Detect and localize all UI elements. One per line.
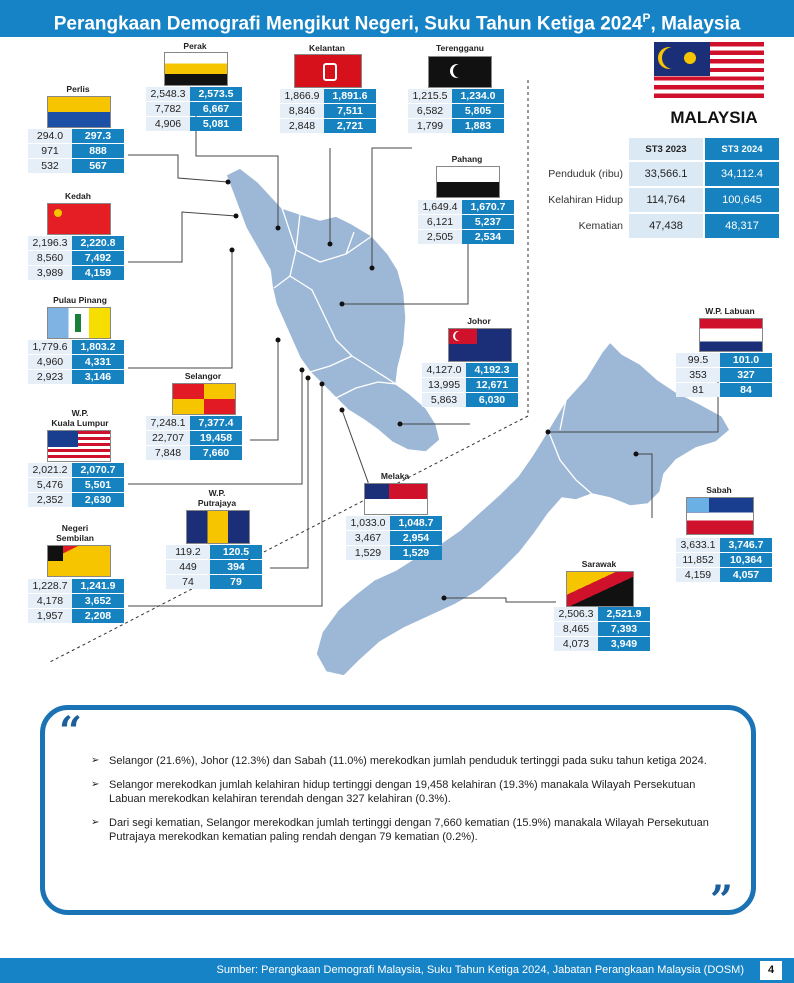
- value-2024: 4,159: [72, 266, 124, 280]
- stat-row: [280, 119, 376, 133]
- value-2024: 3,746.7: [720, 538, 772, 552]
- highlights-box: [40, 705, 756, 924]
- value-2024: 7,660: [190, 446, 242, 460]
- value-2023: 4,178: [28, 594, 72, 608]
- labuan-name: W.P. Labuan: [705, 306, 755, 316]
- malaysia-row-label: Kelahiran Hidup: [548, 194, 623, 206]
- value-2024: 101.0: [720, 353, 772, 367]
- value-2023: 971: [28, 144, 72, 158]
- sarawak-flag: [566, 571, 634, 607]
- pahang-stats: [418, 199, 514, 245]
- stat-row: [554, 607, 650, 621]
- value-2024: 5,237: [462, 215, 514, 229]
- putrajaya-name: W.P. Putrajaya: [197, 488, 237, 508]
- value-2024: 3,146: [72, 370, 124, 384]
- stat-row: [418, 230, 514, 244]
- value-2023: 1,033.0: [346, 516, 390, 530]
- value-2023: 2,848: [280, 119, 324, 133]
- value-2023: 13,995: [422, 378, 466, 392]
- value-2024: 4,192.3: [466, 363, 518, 377]
- stat-row: [28, 355, 124, 369]
- labuan-stats: [676, 352, 772, 398]
- value-2024: 5,805: [452, 104, 504, 118]
- malaysia-flag: [654, 42, 764, 102]
- malaysia-row-label: Kematian: [578, 220, 623, 232]
- stat-row: [146, 431, 242, 445]
- stat-row: [28, 251, 124, 265]
- stat-row: [676, 553, 772, 567]
- stat-row: [280, 89, 376, 103]
- melaka-flag: [364, 483, 428, 515]
- value-2024: 1,529: [390, 546, 442, 560]
- stat-row: [166, 560, 262, 574]
- value-2023: 1,799: [408, 119, 452, 133]
- value-2024: 12,671: [466, 378, 518, 392]
- value-2024: 3,652: [72, 594, 124, 608]
- value-2023: 6,582: [408, 104, 452, 118]
- sarawak-stats: [554, 606, 650, 652]
- value-2024: 1,803.2: [72, 340, 124, 354]
- value-2024: 120.5: [210, 545, 262, 559]
- kl-stats: [28, 462, 124, 508]
- value-2023: 8,465: [554, 622, 598, 636]
- value-2024: 2,534: [462, 230, 514, 244]
- value-2024: 2,630: [72, 493, 124, 507]
- value-2024: 7,377.4: [190, 416, 242, 430]
- stat-row: [146, 416, 242, 430]
- value-2024: 394: [210, 560, 262, 574]
- value-2023: 2,548.3: [146, 87, 190, 101]
- stat-row: [28, 579, 124, 593]
- ns-stats: [28, 578, 124, 624]
- perlis-flag: [47, 96, 111, 128]
- value-2023: 5,476: [28, 478, 72, 492]
- value-2023: 1,649.4: [418, 200, 462, 214]
- value-2023: 4,127.0: [422, 363, 466, 377]
- source-note: Sumber: Perangkaan Demografi Malaysia, Suku Tahun Ketiga 2024, Jabatan Perangkaan Malaysia (DOSM): [216, 964, 744, 976]
- value-2023: 4,960: [28, 355, 72, 369]
- stat-row: [146, 102, 242, 116]
- melaka-stats: [346, 515, 442, 561]
- pinang-stats: [28, 339, 124, 385]
- putrajaya-stats: [166, 544, 262, 590]
- stat-row: [28, 144, 124, 158]
- value-2023: 4,073: [554, 637, 598, 651]
- stat-row: [408, 89, 504, 103]
- value-2023: 11,852: [676, 553, 720, 567]
- footer-bar: [0, 958, 794, 983]
- johor-name: Johor: [467, 316, 491, 326]
- value-2024: 2,721: [324, 119, 376, 133]
- value-2024: 327: [720, 368, 772, 382]
- kelantan-name: Kelantan: [309, 43, 345, 53]
- kedah-stats: [28, 235, 124, 281]
- malaysia-value-2023: 33,566.1: [629, 162, 703, 186]
- value-2024: 7,511: [324, 104, 376, 118]
- stat-row: [28, 340, 124, 354]
- stat-row: [422, 378, 518, 392]
- terengganu-stats: [408, 88, 504, 134]
- stat-row: [166, 545, 262, 559]
- stat-row: [554, 637, 650, 651]
- stat-row: [28, 159, 124, 173]
- value-2023: 8,560: [28, 251, 72, 265]
- value-2024: 4,057: [720, 568, 772, 582]
- close-quote-icon: ”: [709, 877, 733, 924]
- value-2024: 5,081: [190, 117, 242, 131]
- sarawak-name: Sarawak: [581, 559, 617, 569]
- value-2024: 10,364: [720, 553, 772, 567]
- malaysia-summary-table: [540, 136, 781, 240]
- stat-row: [28, 129, 124, 143]
- value-2023: 1,957: [28, 609, 72, 623]
- value-2023: 119.2: [166, 545, 210, 559]
- value-2023: 4,906: [146, 117, 190, 131]
- johor-flag: [448, 328, 512, 362]
- value-2023: 2,352: [28, 493, 72, 507]
- value-2024: 4,331: [72, 355, 124, 369]
- malaysia-value-2024: 34,112.4: [705, 162, 779, 186]
- stat-row: [422, 393, 518, 407]
- open-quote-icon: “: [59, 708, 83, 755]
- page-title: Perangkaan Demografi Mengikut Negeri, Suku Tahun Ketiga $2024^P$, Malaysia: [0, 0, 794, 37]
- stat-row: [676, 353, 772, 367]
- value-2023: 74: [166, 575, 210, 589]
- value-2024: 7,393: [598, 622, 650, 636]
- value-2024: 2,208: [72, 609, 124, 623]
- perak-flag: [164, 52, 228, 86]
- malaysia-value-2023: 47,438: [629, 214, 703, 238]
- value-2023: 5,863: [422, 393, 466, 407]
- value-2024: 84: [720, 383, 772, 397]
- stat-row: [146, 446, 242, 460]
- value-2024: 6,667: [190, 102, 242, 116]
- malaysia-title: MALAYSIA: [670, 108, 758, 127]
- perak-name: Perak: [183, 41, 207, 51]
- value-2024: 567: [72, 159, 124, 173]
- value-2023: 449: [166, 560, 210, 574]
- value-2023: 2,506.3: [554, 607, 598, 621]
- stat-row: [346, 546, 442, 560]
- value-2024: 3,949: [598, 637, 650, 651]
- stat-row: [28, 370, 124, 384]
- value-2023: 353: [676, 368, 720, 382]
- value-2023: 1,215.5: [408, 89, 452, 103]
- selangor-flag: [172, 383, 236, 415]
- pahang-name: Pahang: [451, 154, 483, 164]
- value-2024: 2,070.7: [72, 463, 124, 477]
- stat-row: [676, 538, 772, 552]
- kedah-name: Kedah: [65, 191, 91, 201]
- value-2024: 297.3: [72, 129, 124, 143]
- ns-flag: [47, 545, 111, 577]
- labuan-flag: [699, 318, 763, 352]
- value-2024: 2,573.5: [190, 87, 242, 101]
- stat-row: [28, 266, 124, 280]
- value-2024: 2,954: [390, 531, 442, 545]
- malaysia-value-2024: 48,317: [705, 214, 779, 238]
- stat-row: [346, 531, 442, 545]
- perak-stats: [146, 86, 242, 132]
- value-2023: 7,248.1: [146, 416, 190, 430]
- stat-row: [28, 478, 124, 492]
- johor-stats: [422, 362, 518, 408]
- stat-row: [28, 493, 124, 507]
- value-2024: 888: [72, 144, 124, 158]
- malaysia-row-label: Penduduk (ribu): [548, 168, 623, 180]
- stat-row: [146, 117, 242, 131]
- stat-row: [346, 516, 442, 530]
- melaka-name: Melaka: [380, 471, 410, 481]
- value-2023: 3,467: [346, 531, 390, 545]
- value-2024: 1,670.7: [462, 200, 514, 214]
- value-2024: 19,458: [190, 431, 242, 445]
- stat-row: [28, 609, 124, 623]
- stat-row: [28, 463, 124, 477]
- value-2023: 2,923: [28, 370, 72, 384]
- selangor-name: Selangor: [184, 371, 222, 381]
- stat-row: [280, 104, 376, 118]
- kelantan-stats: [280, 88, 376, 134]
- sabah-stats: [676, 537, 772, 583]
- value-2023: 1,228.7: [28, 579, 72, 593]
- value-2024: 2,521.9: [598, 607, 650, 621]
- stat-row: [28, 236, 124, 250]
- value-2023: 4,159: [676, 568, 720, 582]
- highlight-item: ➢ Selangor merekodkan jumlah kelahiran hidup tertinggi dengan 19,458 kelahiran (19.3%) manakala Wilayah Persekutuan Labuan merekodkan kelahiran terendah dengan 327 kelahiran (0.3%).: [91, 778, 731, 806]
- value-2023: 2,505: [418, 230, 462, 244]
- value-2023: 6,121: [418, 215, 462, 229]
- highlight-item: ➢ Dari segi kematian, Selangor merekodkan jumlah tertinggi dengan 7,660 kematian (15.9%) manakala Wilayah Persekutuan Putrajaya merekodkan kematian paling rendah dengan 79 kematian (0.2%).: [91, 816, 731, 844]
- value-2023: 81: [676, 383, 720, 397]
- value-2023: 99.5: [676, 353, 720, 367]
- value-2024: 1,883: [452, 119, 504, 133]
- highlight-item: ➢ Selangor (21.6%), Johor (12.3%) dan Sabah (11.0%) merekodkan jumlah penduduk tertinggi pada suku tahun ketiga 2024.: [91, 754, 731, 768]
- kl-flag: [47, 430, 111, 462]
- stat-row: [676, 368, 772, 382]
- stat-row: [422, 363, 518, 377]
- value-2023: 1,529: [346, 546, 390, 560]
- value-2024: 1,234.0: [452, 89, 504, 103]
- value-2023: 2,021.2: [28, 463, 72, 477]
- stat-row: [28, 594, 124, 608]
- stat-row: [146, 87, 242, 101]
- pahang-flag: [436, 166, 500, 198]
- value-2023: 22,707: [146, 431, 190, 445]
- kedah-flag: [47, 203, 111, 235]
- stat-row: [166, 575, 262, 589]
- pinang-flag: [47, 307, 111, 339]
- terengganu-name: Terengganu: [435, 43, 484, 53]
- value-2024: 7,492: [72, 251, 124, 265]
- stat-row: [676, 568, 772, 582]
- malaysia-value-2024: 100,645: [705, 188, 779, 212]
- value-2024: 1,048.7: [390, 516, 442, 530]
- highlights-list: [91, 754, 731, 854]
- selangor-stats: [146, 415, 242, 461]
- malaysia-value-2023: 114,764: [629, 188, 703, 212]
- stat-row: [554, 622, 650, 636]
- value-2024: 6,030: [466, 393, 518, 407]
- value-2024: 1,891.6: [324, 89, 376, 103]
- value-2023: 8,846: [280, 104, 324, 118]
- peninsular-malaysia: [226, 168, 440, 452]
- stat-row: [418, 215, 514, 229]
- value-2024: 1,241.9: [72, 579, 124, 593]
- value-2024: 5,501: [72, 478, 124, 492]
- value-2023: 7,848: [146, 446, 190, 460]
- perlis-name: Perlis: [66, 84, 90, 94]
- sabah-flag: [686, 497, 754, 535]
- value-2023: 1,779.6: [28, 340, 72, 354]
- page-number: 4: [760, 961, 782, 980]
- value-2024: 2,220.8: [72, 236, 124, 250]
- terengganu-flag: [428, 56, 492, 88]
- putrajaya-flag: [186, 510, 250, 544]
- value-2023: 7,782: [146, 102, 190, 116]
- value-2023: 3,633.1: [676, 538, 720, 552]
- malaysia-col1-header: ST3 2023: [629, 138, 703, 160]
- value-2023: 2,196.3: [28, 236, 72, 250]
- stat-row: [408, 119, 504, 133]
- perlis-stats: [28, 128, 124, 174]
- sabah-name: Sabah: [706, 485, 732, 495]
- stat-row: [676, 383, 772, 397]
- pinang-name: Pulau Pinang: [53, 295, 107, 305]
- value-2023: 532: [28, 159, 72, 173]
- kelantan-flag: [294, 54, 362, 88]
- ns-name: Negeri Sembilan: [56, 523, 94, 543]
- kl-name: W.P. Kuala Lumpur: [51, 408, 109, 428]
- value-2024: 79: [210, 575, 262, 589]
- stat-row: [408, 104, 504, 118]
- malaysia-col2-header: ST3 2024: [705, 138, 779, 160]
- value-2023: 294.0: [28, 129, 72, 143]
- value-2023: 3,989: [28, 266, 72, 280]
- stat-row: [418, 200, 514, 214]
- value-2023: 1,866.9: [280, 89, 324, 103]
